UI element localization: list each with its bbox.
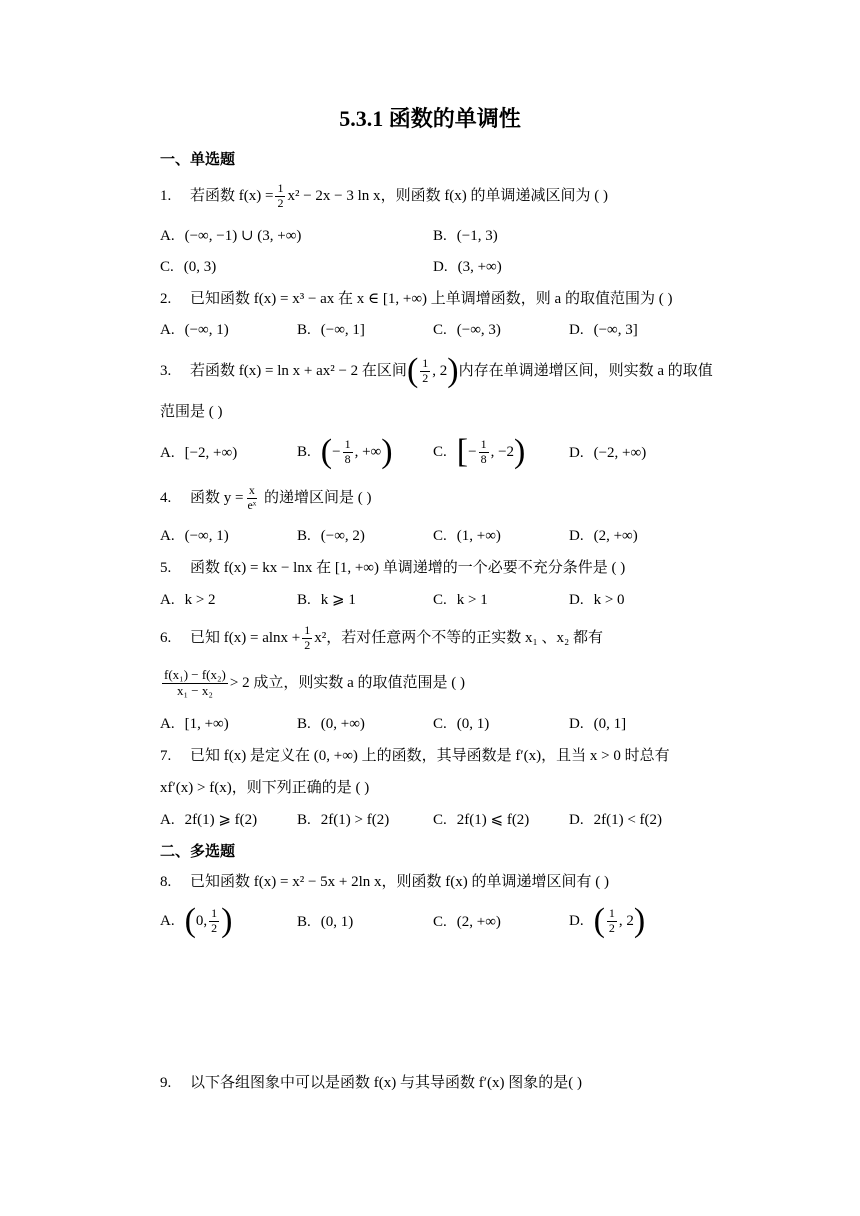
question-number: 9. xyxy=(160,1075,172,1091)
option-value: (−∞, 1) xyxy=(184,528,229,544)
math-expression: f(x) = xyxy=(238,187,274,204)
option-5a[interactable] xyxy=(160,590,216,611)
option-value: k > 2 xyxy=(184,592,216,608)
fraction-denominator: x₁ − x₂ xyxy=(176,682,213,698)
right-paren: ) xyxy=(221,902,233,939)
option-label: A. xyxy=(160,322,175,338)
question-number: 1. xyxy=(160,187,172,204)
option-label: B. xyxy=(433,228,447,244)
math-expression: , 2 xyxy=(618,912,634,929)
option-value: (−2, +∞) xyxy=(593,445,647,461)
question-7-continued xyxy=(160,778,760,799)
option-value: k > 1 xyxy=(456,592,488,608)
fraction-denominator: 8 xyxy=(480,451,487,466)
math-expression: 已知 f(x) = alnx + xyxy=(190,629,301,646)
question-1 xyxy=(160,182,760,211)
right-paren: ) xyxy=(633,902,646,939)
option-3b[interactable] xyxy=(297,435,393,469)
option-2a[interactable] xyxy=(160,320,229,341)
option-value: (−∞, 2) xyxy=(320,528,365,544)
option-label: A. xyxy=(160,445,175,461)
option-label: B. xyxy=(297,812,311,828)
option-value: (0, 1) xyxy=(320,914,354,930)
fraction-numerator: 1 xyxy=(211,905,218,920)
option-8d[interactable] xyxy=(569,904,645,938)
option-value: 2f(1) < f(2) xyxy=(593,812,663,828)
option-label: C. xyxy=(160,259,174,275)
question-6 xyxy=(160,624,760,653)
option-value: (−∞, 1) xyxy=(184,322,229,338)
option-2b[interactable] xyxy=(297,320,365,341)
question-text: xf′(x) > f(x)，则下列正确的是 ( ) xyxy=(160,780,370,796)
option-label: D. xyxy=(433,259,448,275)
left-bracket: [ xyxy=(456,433,469,470)
fraction xyxy=(479,438,489,467)
right-paren: ) xyxy=(447,352,459,389)
option-label: C. xyxy=(433,592,447,608)
question-text: 若函数 f(x) = ln x + ax² − 2 在区间 xyxy=(190,362,407,379)
option-value: 2f(1) ⩾ f(2) xyxy=(184,812,258,828)
math-expression: − xyxy=(468,443,477,460)
option-1d[interactable] xyxy=(433,257,502,278)
section-heading-multi-choice: 二、多选题 xyxy=(160,844,236,860)
fraction xyxy=(275,182,285,211)
option-label: D. xyxy=(569,322,584,338)
option-label: D. xyxy=(569,528,584,544)
question-text: 已知函数 f(x) = x² − 5x + 2ln x，则函数 f(x) 的单调递增区间有 ( ) xyxy=(190,874,610,890)
option-label: A. xyxy=(160,592,175,608)
option-value: k ⩾ 1 xyxy=(320,592,356,608)
question-text: 内存在单调递增区间，则实数 a 的取值 xyxy=(458,362,713,379)
option-label: C. xyxy=(433,812,447,828)
question-number: 6. xyxy=(160,629,172,646)
question-text: 已知 f(x) 是定义在 (0, +∞) 上的函数，其导函数是 f′(x)，且当 x > 0 时总有 xyxy=(190,748,670,764)
option-5c[interactable] xyxy=(433,590,488,611)
option-label: D. xyxy=(569,716,584,732)
option-value: (−∞, 3) xyxy=(456,322,501,338)
option-value: (0, +∞) xyxy=(320,716,365,732)
fraction xyxy=(245,484,258,513)
question-number: 3. xyxy=(160,362,172,379)
question-number: 4. xyxy=(160,489,172,506)
option-5d[interactable] xyxy=(569,590,625,611)
option-8b[interactable] xyxy=(297,912,353,933)
fraction xyxy=(607,907,617,936)
option-2c[interactable] xyxy=(433,320,501,341)
option-value: (−1, 3) xyxy=(456,228,498,244)
page-title: 5.3.1 函数的单调性 xyxy=(339,106,521,131)
question-7 xyxy=(160,746,760,767)
question-2 xyxy=(160,289,760,310)
option-value: (3, +∞) xyxy=(457,259,502,275)
option-1a[interactable] xyxy=(160,226,301,247)
option-7c[interactable] xyxy=(433,810,529,831)
option-4d[interactable] xyxy=(569,526,638,547)
option-label: A. xyxy=(160,528,175,544)
option-label: A. xyxy=(160,812,175,828)
option-value: (0, 1] xyxy=(593,716,627,732)
question-9 xyxy=(160,1073,760,1094)
math-expression: , +∞ xyxy=(354,443,382,460)
option-value: k > 0 xyxy=(593,592,625,608)
fraction-denominator: eˣ xyxy=(247,497,257,512)
fraction xyxy=(209,907,219,936)
math-expression: 函数 y = xyxy=(190,489,244,506)
question-text: 若函数 xyxy=(190,187,236,204)
option-3a[interactable] xyxy=(160,443,237,464)
option-label: D. xyxy=(569,445,584,461)
option-3c[interactable] xyxy=(433,435,525,469)
question-number: 2. xyxy=(160,291,172,307)
option-value: (−∞, 1] xyxy=(320,322,365,338)
option-value: (−∞, −1) ∪ (3, +∞) xyxy=(184,228,302,244)
question-text: > 2 成立，则实数 a 的取值范围是 ( ) xyxy=(229,674,465,691)
option-value: 2f(1) > f(2) xyxy=(320,812,390,828)
option-label: B. xyxy=(297,716,311,732)
fraction-numerator: 1 xyxy=(344,436,351,451)
right-paren: ) xyxy=(514,433,526,470)
left-paren: ( xyxy=(593,902,605,939)
question-text: 以下各组图象中可以是函数 f(x) 与其导函数 f′(x) 图象的是( ) xyxy=(190,1075,582,1091)
option-4c[interactable] xyxy=(433,526,501,547)
option-label: C. xyxy=(433,716,447,732)
question-number: 8. xyxy=(160,874,172,890)
right-paren: ) xyxy=(381,433,393,470)
fraction-numerator: 1 xyxy=(422,355,429,370)
question-text: ，则函数 f(x) 的单调递减区间为 ( ) xyxy=(380,187,609,204)
question-text: 已知函数 f(x) = x³ − ax 在 x ∈ [1, +∞) 上单调增函数，则 a 的取值范围为 ( ) xyxy=(190,291,673,307)
option-1c[interactable] xyxy=(160,257,216,278)
option-label: B. xyxy=(297,528,311,544)
option-8c[interactable] xyxy=(433,912,501,933)
option-label: A. xyxy=(160,912,175,929)
fraction-numerator: x xyxy=(248,483,255,497)
question-6-continued xyxy=(160,668,760,699)
fraction-denominator: 2 xyxy=(608,920,615,935)
option-label: D. xyxy=(569,592,584,608)
option-label: A. xyxy=(160,228,175,244)
fraction-denominator: 2 xyxy=(211,920,218,935)
option-7d[interactable] xyxy=(569,810,662,831)
math-expression: , −2 xyxy=(490,443,515,460)
fraction-numerator: 1 xyxy=(608,905,615,920)
fraction-denominator: 8 xyxy=(344,451,351,466)
question-text: 范围是 ( ) xyxy=(160,404,223,420)
fraction-numerator: f(x₁) − f(x₂) xyxy=(164,667,226,682)
option-6b[interactable] xyxy=(297,714,365,735)
option-label: D. xyxy=(569,812,584,828)
question-text: 函数 f(x) = kx − lnx 在 [1, +∞) 单调递增的一个必要不充分条件是 ( ) xyxy=(190,560,626,576)
option-5b[interactable] xyxy=(297,590,356,611)
option-value: (2, +∞) xyxy=(456,914,501,930)
question-4 xyxy=(160,484,760,513)
option-label: C. xyxy=(433,443,447,460)
option-8a[interactable] xyxy=(160,904,233,938)
question-5 xyxy=(160,558,760,579)
option-label: B. xyxy=(297,322,311,338)
fraction-numerator: 1 xyxy=(480,436,487,451)
option-3d[interactable] xyxy=(569,443,646,464)
math-expression: 0, xyxy=(195,912,208,929)
fraction xyxy=(302,624,312,653)
math-expression: − xyxy=(332,443,341,460)
left-paren: ( xyxy=(320,433,333,470)
question-number: 5. xyxy=(160,560,172,576)
option-1b[interactable] xyxy=(433,226,498,247)
fraction xyxy=(343,438,353,467)
fraction xyxy=(420,357,430,386)
option-label: B. xyxy=(297,443,311,460)
option-value: (2, +∞) xyxy=(593,528,638,544)
option-7b[interactable] xyxy=(297,810,389,831)
option-6a[interactable] xyxy=(160,714,229,735)
question-8 xyxy=(160,872,760,893)
math-expression: , 2 xyxy=(432,362,448,379)
question-3 xyxy=(160,354,760,388)
option-2d[interactable] xyxy=(569,320,638,341)
fraction-denominator: 2 xyxy=(277,195,284,210)
fraction-denominator: 2 xyxy=(304,637,311,652)
fraction-denominator: 2 xyxy=(422,370,429,385)
option-value: 2f(1) ⩽ f(2) xyxy=(456,812,530,828)
fraction-numerator: 1 xyxy=(304,623,311,637)
question-3-continued xyxy=(160,402,760,423)
question-text: 的递增区间是 ( ) xyxy=(264,489,372,506)
option-label: B. xyxy=(297,592,311,608)
option-7a[interactable] xyxy=(160,810,257,831)
option-value: [−2, +∞) xyxy=(184,445,238,461)
fraction-numerator: 1 xyxy=(277,181,284,195)
option-4b[interactable] xyxy=(297,526,365,547)
option-6c[interactable] xyxy=(433,714,489,735)
option-label: A. xyxy=(160,716,175,732)
option-label: C. xyxy=(433,322,447,338)
option-value: (0, 1) xyxy=(456,716,490,732)
section-heading-single-choice: 一、单选题 xyxy=(160,152,236,168)
option-label: D. xyxy=(569,912,584,929)
left-paren: ( xyxy=(406,352,419,389)
option-value: [1, +∞) xyxy=(184,716,229,732)
option-label: C. xyxy=(433,528,447,544)
math-expression: x² − 2x − 3 ln x xyxy=(287,187,381,204)
left-paren: ( xyxy=(184,902,196,939)
question-text: x²，若对任意两个不等的正实数 x₁ 、x₂ 都有 xyxy=(314,629,603,646)
question-number: 7. xyxy=(160,748,172,764)
fraction xyxy=(162,668,228,699)
option-value: (−∞, 3] xyxy=(593,322,638,338)
option-value: (0, 3) xyxy=(183,259,217,275)
option-4a[interactable] xyxy=(160,526,229,547)
option-label: B. xyxy=(297,914,311,930)
option-6d[interactable] xyxy=(569,714,626,735)
option-label: C. xyxy=(433,914,447,930)
option-value: (1, +∞) xyxy=(456,528,501,544)
